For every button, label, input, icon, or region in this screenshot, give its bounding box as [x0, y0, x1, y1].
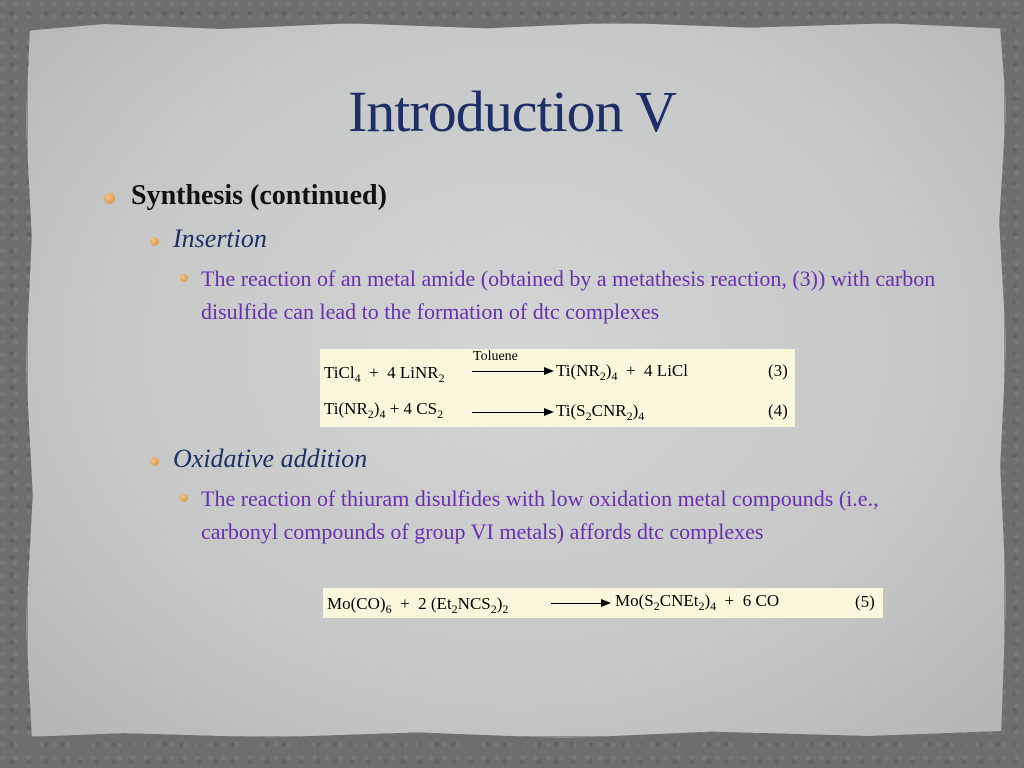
eq5-products: $Mo(S_2CNEt_2)_4 + 6$ CO	[615, 591, 780, 613]
eq3-arrow-icon	[472, 371, 552, 372]
bullet-oxidative-addition	[150, 444, 367, 474]
bullet-synthesis-text: Synthesis (continued)	[131, 180, 387, 211]
eq4-products: $Ti(S_2CNR_2)_4$	[556, 401, 645, 423]
eq5-number: (5)	[855, 592, 875, 611]
bullet-dot-icon	[180, 274, 188, 282]
eq5-arrow-icon	[551, 603, 609, 604]
bullet-dot-icon	[150, 237, 159, 246]
equation-box-oxidative	[323, 588, 883, 618]
bullet-insertion-text: Insertion	[173, 224, 267, 253]
eq4-reactants: $Ti(NR_2)_4 + 4$ $CS_2$	[324, 399, 444, 421]
eq5-reactants: $Mo(CO)_6 + 2$ $(Et_2NCS_2)_2$	[327, 594, 509, 616]
bullet-dot-icon	[150, 457, 159, 466]
bullet-dot-icon	[104, 193, 115, 204]
bullet-dot-icon	[180, 494, 188, 502]
bullet-oxidative-text: Oxidative addition	[173, 444, 368, 473]
eq3-products: $Ti(NR_2)_4 + 4$ LiCl	[556, 361, 688, 383]
bullet-insertion	[150, 224, 267, 254]
oxidative-detail-text: The reaction of thiuram disulfides with low oxidation metal compounds (i.e., carbonyl compounds of group VI metals) affords dtc complexes	[201, 486, 879, 544]
slide-title: Introduction V	[347, 79, 677, 144]
bullet-oxidative-detail	[180, 482, 940, 548]
eq3-reactants: TiCl$_4$ + 4 LiNR$_2$	[324, 363, 445, 385]
eq3-condition: Toluene	[473, 349, 518, 364]
bullet-insertion-detail	[180, 262, 960, 328]
eq4-number: (4)	[768, 401, 788, 420]
eq4-arrow-icon	[472, 412, 552, 413]
eq3-number: (3)	[768, 361, 788, 380]
insertion-detail-text: The reaction of an metal amide (obtained by a metathesis reaction, (3)) with carbon disulfide can lead to the formation of dtc complexes	[201, 266, 936, 324]
bullet-synthesis	[104, 180, 387, 212]
equation-box-insertion	[320, 349, 795, 427]
